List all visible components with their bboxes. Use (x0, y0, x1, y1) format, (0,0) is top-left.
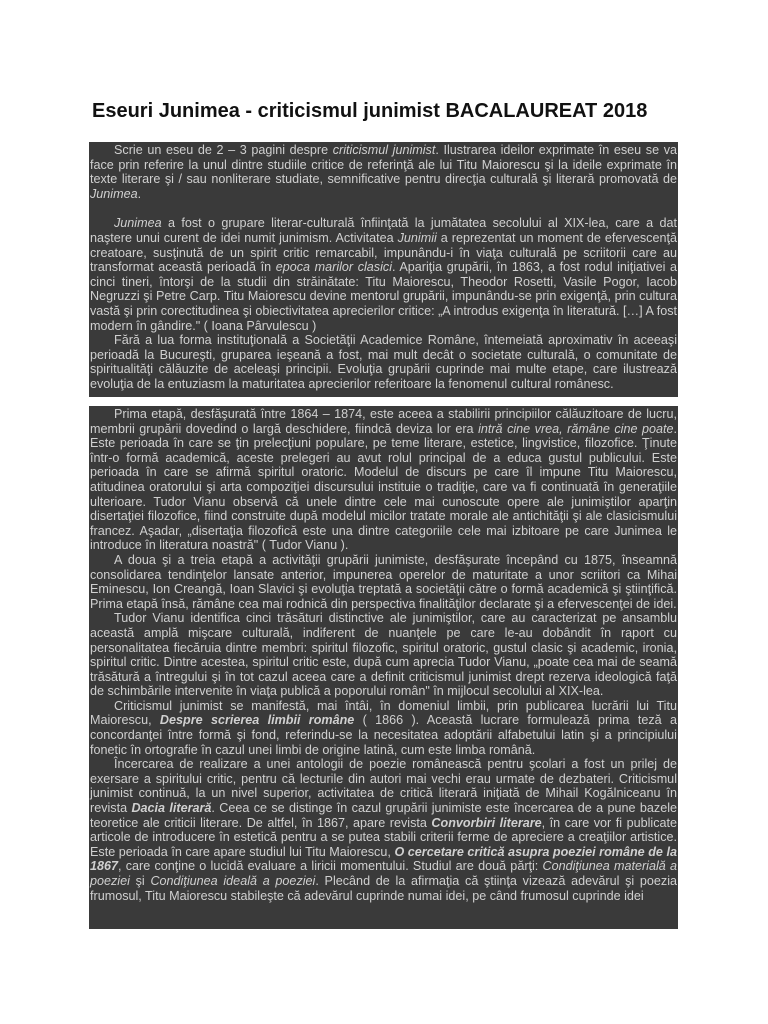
essay-prompt-block (89, 142, 678, 397)
paragraph: A doua şi a treia etapă a activităţii grupării junimiste, desfăşurate începând cu 1875, înseamnă consolidarea tendinţelor lansate anterior, impunerea operelor de maturitate a unor scriitori ca Mihai Eminescu, Ion Creangă, Ioan Slavici şi evoluţia treptată a societăţii către o formă academică şi ştiinţifică. Prima etapă însă, rămâne cea mai rodnică din perspectiva finalităţilor declarate şi a efervescenţei de idei. (90, 552, 677, 611)
paragraph: Junimea a fost o grupare literar-culturală înfiinţată la jumătatea secolului al XIX-lea, care a dat naştere unui curent de idei numit junimism. Activitatea Junimii a reprezentat un moment de efervescenţă creatoare, susţinută de un spirit critic remarcabil, impunându-i în viaţa culturală pe scriitorii care au transformat această perioadă în epoca marilor clasici. Apariţia grupării, în 1863, a fost rodul iniţiativei a cinci tineri, întorşi de la studii din străinătate: Titu Maiorescu, Theodor Rosetti, Vasile Pogor, Iacob Negruzzi şi Petre Carp. Titu Maiorescu devine mentorul grupării, impunându-se prin exigenţă, prin cultura vastă şi prin corectitudinea şi obiectivitatea aprecierilor critice: „A introdus exigenţa în literatură. […] A fost modern în gândire." ( Ioana Pârvulescu ) (90, 216, 678, 333)
paragraph: Criticismul junimist se manifestă, mai întâi, în domeniul limbii, prin publicarea lucrării lui Titu Maiorescu, Despre scrierea limbii române ( 1866 ). Această lucrare formulează prima teză a concordanţei între formă şi fond, referindu-se la necesitatea adoptării alfabetului latin şi a principiului fonetic în ortografie în cazul unei limbi de origine latină, cum este limba română. (90, 698, 678, 757)
paragraph: Fără a lua forma instituţională a Societăţii Academice Române, întemeiată aproximativ în aceeaşi perioadă la Bucureşti, gruparea ieşeană a fost, mai mult decât o societate culturală, o comunitate de spiritualităţi călăuzite de aceleaşi principii. Evoluţia grupării cuprinde mai multe etape, care ilustrează evoluţia de la entuziasm la maturitatea aprecierilor referitoare la fenomenul cultural românesc. (90, 333, 677, 391)
paragraph: Încercarea de realizare a unei antologii de poezie românească pentru şcolari a fost un prilej de exersare a spiritului critic, pentru că lecturile din autori mai vechi erau urmate de dezbateri. Criticismul junimist continuă, la un nivel superior, activitatea de critică literară iniţiată de Mihail Kogălniceanu în revista Dacia literară. Ceea ce se distinge în cazul grupării junimiste este încercarea de a pune bazele teoretice ale criticii literare. De altfel, în 1867, apare revista Convorbiri literare, în care vor fi publicate articole de introducere în estetică pentru a se putea stabili criterii ferme de apreciere a creaţiilor artistice. Este perioada în care apare studiul lui Titu Maiorescu, O cercetare critică asupra poeziei române de la 1867, care conţine o lucidă evaluare a liricii momentului. Studiul are două părţi: Condiţiunea materială a poeziei şi Condiţiunea ideală a poeziei. Plecând de la afirmaţia că ştiinţa vizează adevărul şi poezia frumosul, Titu Maiorescu stabileşte că adevărul cuprinde numai idei, pe când frumosul cuprinde idei (90, 757, 678, 903)
paragraph: Scrie un eseu de 2 – 3 pagini despre criticismul junimist. Ilustrarea ideilor exprimate în eseu se va face prin referire la unul dintre studiile critice de referinţă ale lui Titu Maiorescu şi la ideile exprimate în texte literare şi / sau nonliterare studiate, semnificative pentru direcţia culturală şi literară promovată de Junimea. (90, 143, 678, 201)
paragraph: Tudor Vianu identifica cinci trăsături distinctive ale junimiştilor, care au caracterizat pe ansamblu această amplă mişcare culturală, indiferent de nuanţele pe care le-au dobândit în raport cu personalitatea fiecăruia dintre membri: spiritul filozofic, spiritul oratoric, gustul clasic şi academic, ironia, spiritul critic. Dintre acestea, spiritul critic este, după cum aprecia Tudor Vianu, „poate cea mai de seamă trăsătură a întregului şi în tot cazul aceea care a definit criticismul junimist drept rezerva ideologică faţă de schimbările intervenite în viaţa publică a poporului român" în mijlocul secolului al XIX-lea. (90, 611, 677, 699)
essay-body-block (89, 406, 678, 929)
paragraph: Prima etapă, desfăşurată între 1864 – 1874, este aceea a stabilirii principiilor călăuzitoare de lucru, membrii grupării dovedind o largă deschidere, fiindcă deviza lor era intră cine vrea, rămâne cine poate. Este perioada în care se ţin prelecţiuni populare, pe teme literare, estetice, lingvistice, filozofice. Ţinute într-o formă academică, aceste prelegeri au avut rolul principal de a educa gustul publicului. Este perioada în care se afirmă spiritul oratoric. Modelul de discurs pe care îl impune Titu Maiorescu, atitudinea oratorului şi arta compoziţiei discursului instituie o tradiţie, care va fi continuată în generaţiile ulterioare. Tudor Vianu observă că unele dintre cele mai cunoscute opere ale junimiştilor aparţin disertaţiei filozofice, fiind construite după modelul micilor tratate morale ale antichităţii şi ale clasicismului francez. Aşadar, „disertaţia filozofică este una dintre categoriile cele mai izbitoare pe care Junimea le introduce în literatura noastră" ( Tudor Vianu ). (90, 407, 677, 553)
page-title: Eseuri Junimea - criticismul junimist BACALAUREAT 2018 (92, 100, 648, 122)
